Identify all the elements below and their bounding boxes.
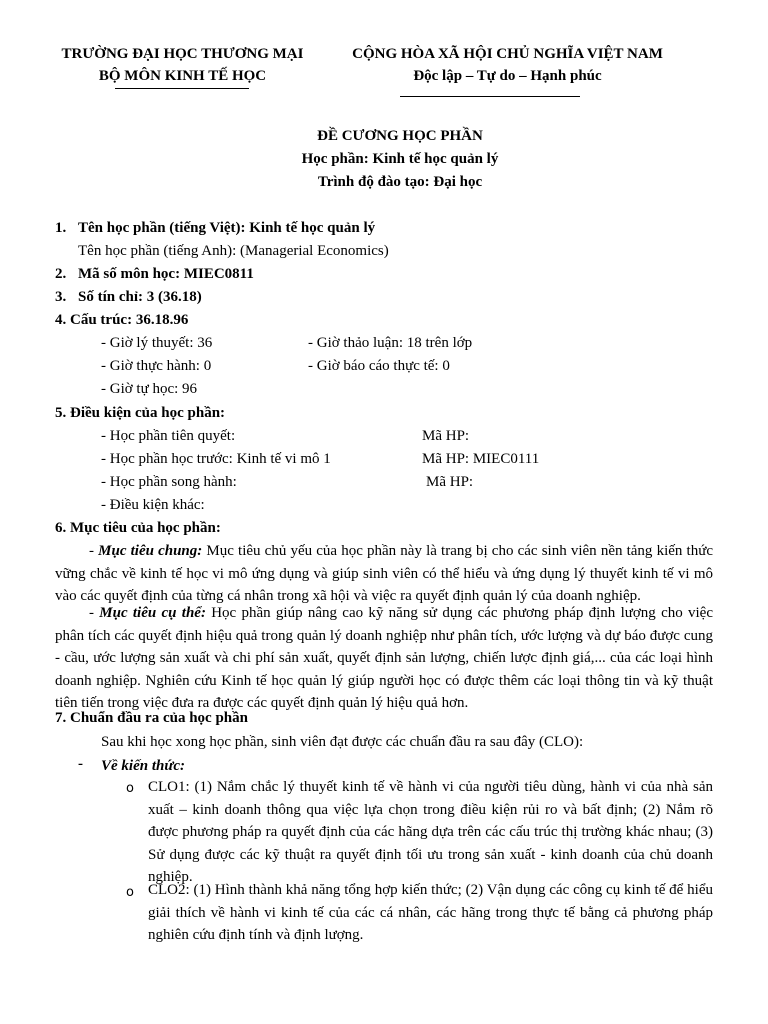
prerequisite-code: Mã HP: [422,428,470,444]
parallel-course: - Học phần song hành: [101,474,237,490]
document-title: ĐỀ CƯƠNG HỌC PHẦN [317,128,483,144]
section-1-english: Tên học phần (tiếng Anh): (Managerial Economics) [78,243,389,259]
header-left-underline [115,88,249,89]
section-3-label: Số tín chỉ: 3 (36.18) [78,289,202,305]
section-1-number: 1. [55,220,67,236]
section-2-label: Mã số môn học: MIEC0811 [78,266,254,282]
parallel-course-code: Mã HP: [426,474,474,490]
section-2-number: 2. [55,266,67,282]
knowledge-label: Về kiến thức: [101,758,185,774]
specific-objective-label: Mục tiêu cụ thể: [99,605,206,621]
section-1-label: Tên học phần (tiếng Việt): Kinh tế học quản lý [78,220,376,236]
theory-hours: - Giờ lý thuyết: 36 [101,335,213,351]
national-motto: Độc lập – Tự do – Hạnh phúc [413,68,602,84]
country-name: CỘNG HÒA XÃ HỘI CHỦ NGHĨA VIỆT NAM [352,46,663,62]
knowledge-dash: - [78,756,83,772]
clo-intro: Sau khi học xong học phần, sinh viên đạt được các chuẩn đầu ra sau đây (CLO): [101,734,584,750]
specific-objective-text: Học phần giúp nâng cao kỹ năng sử dụng các phương pháp định lượng cho việc phân tích các quyết định hiệu quả trong quản lý doanh nghiệp như phân tích, ước lượng và dự báo được cung - cầu, ước lượng sản xuất và chi phí sản xuất, quyết định sản lượng, chiến lược định giá,... của các loại hình doanh nghiệp. Nghiên cứu Kinh tế học quản lý giúp người học có được thêm các loại thông tin và kỹ thuật tiên tiến trong việc đưa ra được các quyết định quản lý hiệu quả hơn. [55,605,713,711]
department-name: BỘ MÔN KINH TẾ HỌC [98,68,267,84]
general-objective-dash: - [89,543,99,559]
practice-hours: - Giờ thực hành: 0 [101,358,212,374]
discussion-hours: - Giờ thảo luận: 18 trên lớp [308,335,473,351]
prior-course: - Học phần học trước: Kinh tế vi mô 1 [101,451,331,467]
course-title: Học phần: Kinh tế học quản lý [301,151,499,167]
general-objective-label: Mục tiêu chung: [98,543,203,559]
training-level: Trình độ đào tạo: Đại học [317,174,483,190]
clo2-text: CLO2: (1) Hình thành khả năng tổng hợp kiến thức; (2) Vận dụng các công cụ kinh tế để hiểu giải thích về hành vi kinh tế của các cá nhân, các hãng trong thực tế bằng cả phương pháp nghiên cứu định tính và định lượng. [148,882,713,943]
report-hours: - Giờ báo cáo thực tế: 0 [308,358,450,374]
prior-course-code: Mã HP: MIEC0111 [422,451,540,467]
header-right-underline [400,96,580,97]
section-5-label: 5. Điều kiện của học phần: [55,405,226,421]
clo1-text: CLO1: (1) Nắm chắc lý thuyết kinh tế về hành vi của người tiêu dùng, hành vi của nhà sản xuất – kinh doanh thông qua việc lựa chọn trong điều kiện rủi ro và bất định; (2) Nắm rõ được phương pháp ra quyết định của các hãng dựa trên các cấu trúc thị trường khác nhau; (3) Sử dụng được các kỹ thuật ra quyết định tối ưu trong sản xuất - kinh doanh của chủ doanh nghiệp. [148,779,713,885]
specific-objective-dash: - [89,605,100,621]
prerequisite-course: - Học phần tiên quyết: [101,428,236,444]
section-6-label: 6. Mục tiêu của học phần: [55,520,221,536]
clo1-bullet: o [126,781,134,796]
section-3-number: 3. [55,289,67,305]
self-study-hours: - Giờ tự học: 96 [101,381,198,397]
clo2-bullet: o [126,885,134,900]
university-name: TRƯỜNG ĐẠI HỌC THƯƠNG MẠI [61,46,304,62]
other-conditions: - Điều kiện khác: [101,497,205,513]
general-objective-text: Mục tiêu chủ yếu của học phần này là trang bị cho các sinh viên nền tảng kiến thức vững chắc về kinh tế học vi mô ứng dụng và giúp sinh viên có thể hiểu và ứng dụng lý thuyết kinh tế vi mô vào các quyết định của từng cá nhân trong xã hội và việc ra quyết định quản lý của doanh nghiệp. [55,543,713,604]
specific-objective [55,602,713,715]
section-7-label: 7. Chuẩn đầu ra của học phần [55,710,248,726]
general-objective [55,540,713,608]
section-4-label: 4. Cấu trúc: 36.18.96 [55,312,189,328]
